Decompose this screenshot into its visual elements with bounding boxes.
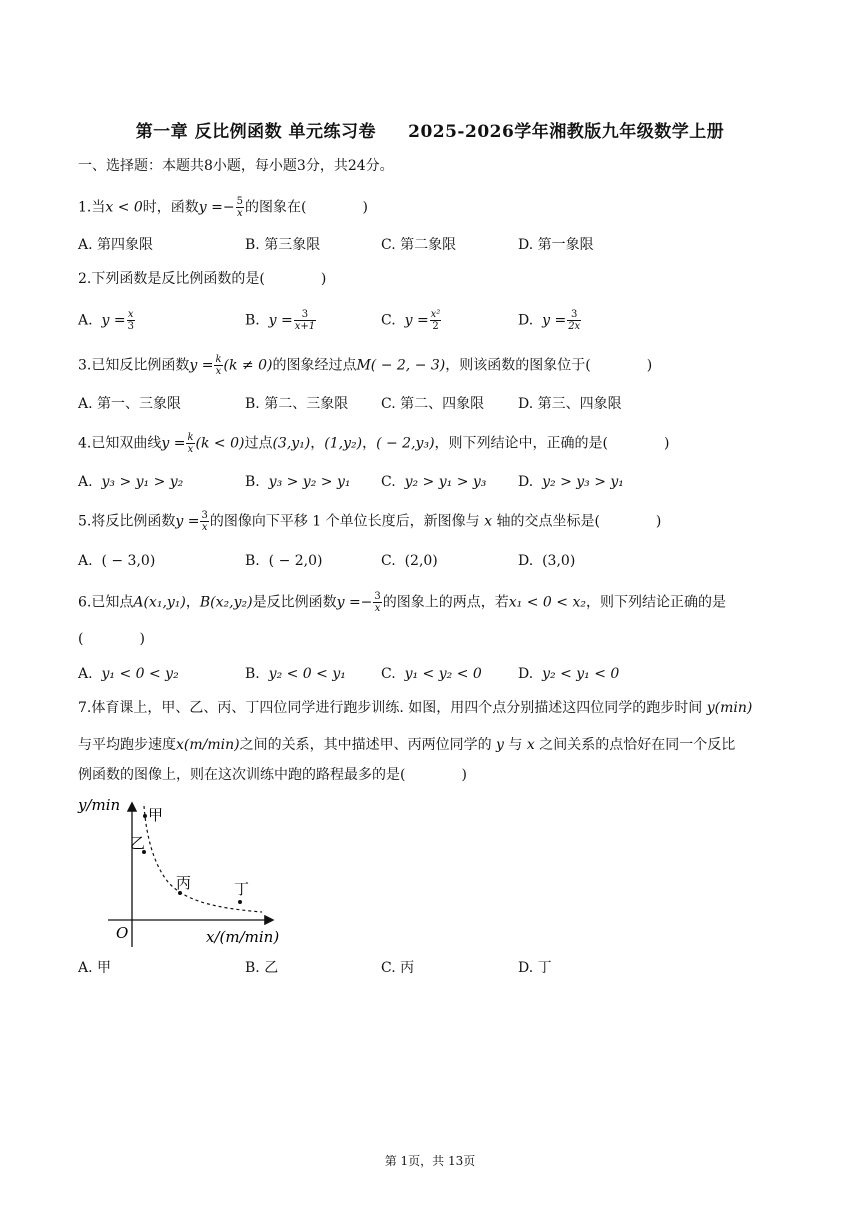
x-axis-label: x/(m/min) (206, 928, 280, 946)
point-jia (143, 814, 147, 818)
q6-option-a[interactable]: A. y₁ < 0 < y₂ (78, 666, 179, 682)
q2-option-d[interactable]: D. y = $\frac{3}{2x}$ (518, 309, 581, 332)
q1-fraction: $\frac{5}{x}$ (236, 196, 243, 219)
question-2: 2.下列函数是反比例函数的是( ) (78, 271, 327, 287)
point-label-jia: 甲 (148, 806, 164, 824)
q7-option-a[interactable]: A. 甲 (78, 960, 112, 976)
q1-text: 时，函数 (142, 199, 199, 216)
question-6-blank: ( ) (78, 631, 145, 647)
q2-option-b[interactable]: B. y = $\frac{3}{x+1}$ (245, 309, 316, 332)
q7-graph (72, 792, 302, 952)
q5-option-c[interactable]: C. (2,0) (381, 553, 438, 569)
q5-option-b[interactable]: B. ( − 2,0) (245, 553, 323, 569)
question-7-line-3: 例函数的图像上，则在这次训练中跑的路程最多的是( ) (78, 767, 467, 783)
question-7-line-1: 7.体育课上，甲、乙、丙、丁四位同学进行跑步训练. 如图，用四个点分别描述这四位同学的跑步时间 y(min) (78, 700, 753, 716)
question-5: 5.将反比例函数y = $\frac{3}{x}$ 的图像向下平移 1 个单位长度后，新图像与 x 轴的交点坐标是( ) (78, 510, 662, 533)
q4-option-c[interactable]: C. y₂ > y₁ > y₃ (381, 474, 487, 490)
point-label-bing: 丙 (176, 874, 192, 892)
q1-text: 的图象在( ) (245, 199, 368, 216)
q3-option-b[interactable]: B. 第二、三象限 (245, 396, 349, 412)
q1-math: y =− (198, 199, 235, 216)
point-label-yi: 乙 (130, 834, 146, 852)
q6-option-d[interactable]: D. y₂ < y₁ < 0 (518, 666, 620, 682)
q1-option-d[interactable]: D. 第一象限 (518, 237, 594, 253)
y-axis-label: y/min (78, 796, 121, 814)
q1-math: x < 0 (105, 199, 143, 216)
origin-label: O (116, 924, 129, 942)
q7-option-c[interactable]: C. 丙 (381, 960, 415, 976)
q1-option-c[interactable]: C. 第二象限 (381, 237, 457, 253)
q6-option-b[interactable]: B. y₂ < 0 < y₁ (245, 666, 346, 682)
q3-option-a[interactable]: A. 第一、三象限 (78, 396, 182, 412)
question-1 (78, 196, 368, 219)
page-footer: 第 1页，共 13页 (384, 1154, 476, 1168)
q1-text: 1.当 (78, 199, 106, 216)
q5-option-a[interactable]: A. ( − 3,0) (78, 553, 156, 569)
question-7-line-2: 与平均跑步速度x(m/min)之间的关系，其中描述甲、丙两位同学的 y 与 x 之间关系的点恰好在同一个反比 (78, 737, 736, 753)
q2-option-a[interactable]: A. y = $\frac{x}{3}$ (78, 309, 134, 332)
q7-option-b[interactable]: B. 乙 (245, 960, 279, 976)
question-6: 6.已知点A(x₁,y₁)，B(x₂,y₂)是反比例函数y =− $\frac{3}{x}$ 的图象上的两点，若x₁ < 0 < x₂，则下列结论正确的是 (78, 591, 726, 614)
q6-option-c[interactable]: C. y₁ < y₂ < 0 (381, 666, 482, 682)
q1-option-b[interactable]: B. 第三象限 (245, 237, 321, 253)
page-title: 第一章 反比例函数 单元练习卷 2025-2026学年湘教版九年级数学上册 (135, 122, 725, 142)
q3-option-d[interactable]: D. 第三、四象限 (518, 396, 622, 412)
section-heading: 一、选择题：本题共8小题，每小题3分，共24分。 (78, 158, 394, 174)
q2-option-c[interactable]: C. y = $\frac{\text{x²}}{2}$ (381, 309, 441, 332)
point-label-ding: 丁 (234, 880, 250, 898)
q3-option-c[interactable]: C. 第二、四象限 (381, 396, 485, 412)
q1-option-a[interactable]: A. 第四象限 (78, 237, 154, 253)
question-4: 4.已知双曲线y = $\frac{k}{x}$ (k < 0)过点(3,y₁)，(1,y₂)，( − 2,y₃)，则下列结论中，正确的是( ) (78, 432, 670, 455)
q4-option-b[interactable]: B. y₃ > y₂ > y₁ (245, 474, 351, 490)
q4-option-d[interactable]: D. y₂ > y₃ > y₁ (518, 474, 624, 490)
q7-option-d[interactable]: D. 丁 (518, 960, 552, 976)
question-3: 3.已知反比例函数y = $\frac{k}{x}$ (k ≠ 0)的图象经过点M( − 2, − 3)，则该函数的图象位于( ) (78, 354, 653, 377)
point-ding (238, 900, 242, 904)
q5-option-d[interactable]: D. (3,0) (518, 553, 576, 569)
q4-option-a[interactable]: A. y₃ > y₁ > y₂ (78, 474, 184, 490)
